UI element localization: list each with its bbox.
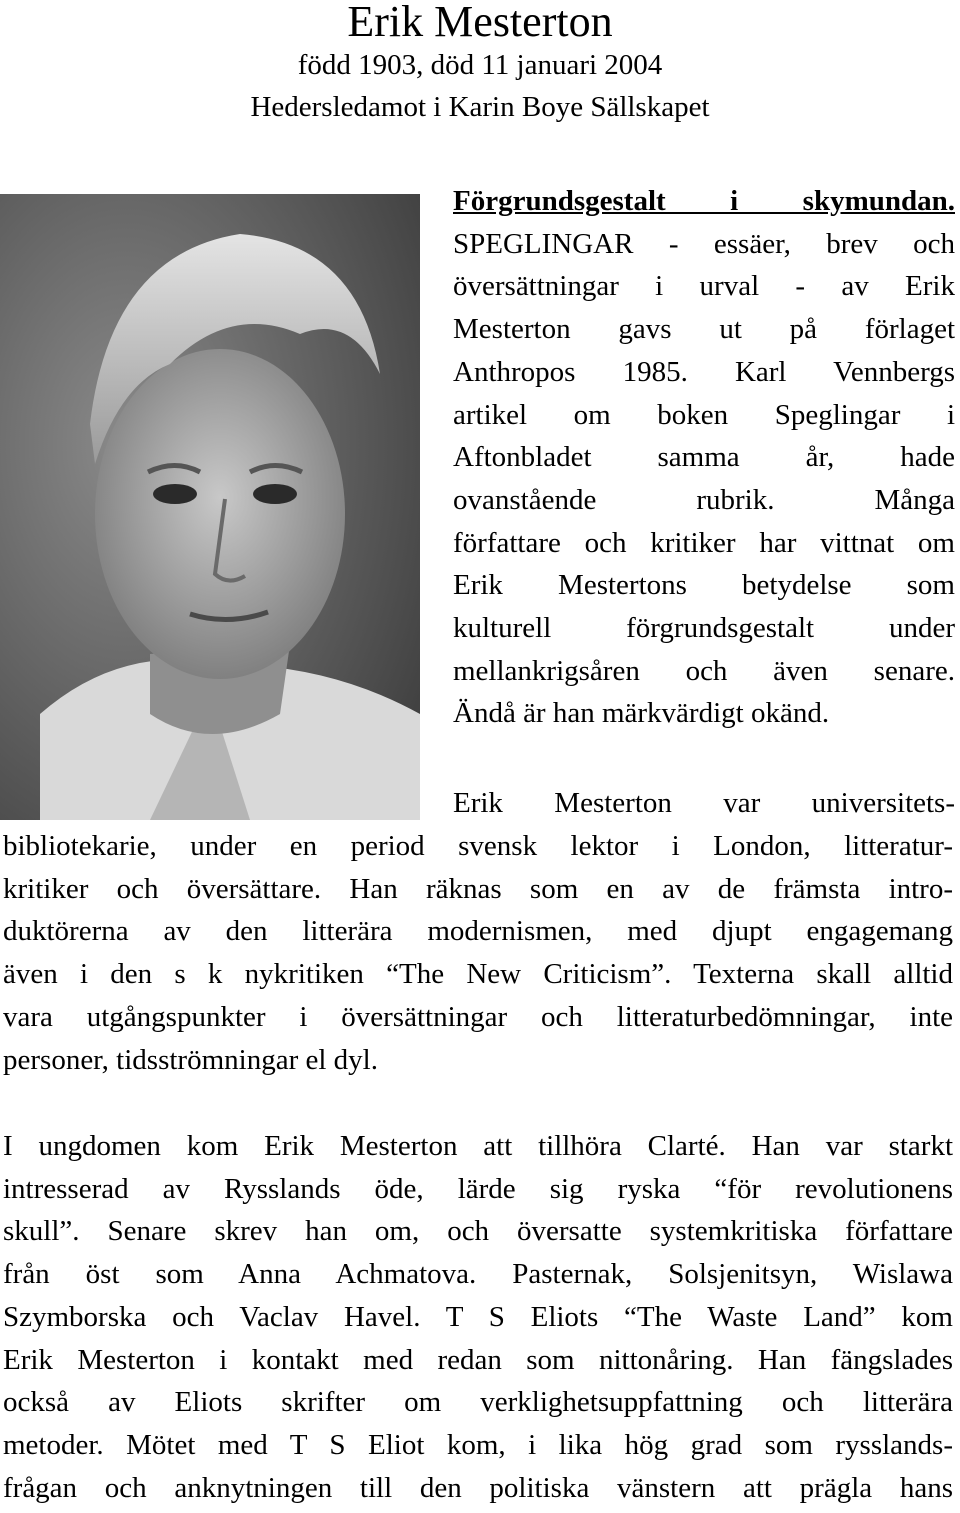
text-line: Mesterton gavs ut på förlaget	[453, 313, 955, 346]
text-line: SPEGLINGAR - essäer, brev och	[453, 227, 955, 260]
text-line: också av Eliots skrifter om verklighetsuppfattning och litterära	[3, 1386, 953, 1419]
paragraph-3	[3, 1125, 953, 1509]
text-line: bibliotekarie, under en period svensk lektor i London, litteratur-	[3, 830, 953, 862]
paragraph-2-start	[453, 782, 955, 825]
text-line: vara utgångspunkter i översättningar och litteraturbedömningar, inte	[3, 1000, 953, 1033]
text-line: ovanstående rubrik. Många	[453, 483, 955, 516]
text-line: duktörerna av den litterära modernismen, med djupt engagemang	[3, 915, 953, 948]
page-header	[0, 0, 960, 128]
text-line: personer, tidsströmningar el dyl.	[3, 1043, 378, 1076]
page-title: Erik Mesterton	[347, 0, 613, 46]
text-line: Erik Mesterton i kontakt med redan som nittonåring. Han fängslades	[3, 1343, 953, 1376]
text-line: författare och kritiker har vittnat om	[453, 526, 955, 559]
article-heading: Förgrundsgestalt i skymundan.	[453, 185, 955, 217]
text-line: kritiker och översättare. Han räknas som en av de främsta intro-	[3, 872, 953, 905]
text-line: översättningar i urval - av Erik	[453, 270, 955, 303]
text-line: mellankrigsåren och även senare.	[453, 654, 955, 687]
text-line: Anthropos 1985. Karl Vennbergs	[453, 355, 955, 388]
text-line: kulturell förgrundsgestalt under	[453, 612, 955, 645]
column-text	[453, 180, 955, 735]
text-line: Ändå är han märkvärdigt okänd.	[453, 697, 830, 730]
text-line: I ungdomen kom Erik Mesterton att tillhöra Clarté. Han var starkt	[3, 1130, 953, 1162]
text-line: artikel om boken Speglingar i	[453, 398, 955, 431]
text-line: skull”. Senare skrev han om, och översatte systemkritiska författare	[3, 1215, 953, 1248]
text-line: Erik Mestertons betydelse som	[453, 569, 955, 602]
text-line: Aftonbladet samma år, hade	[453, 441, 955, 474]
text-line: även i den s k nykritiken “The New Criticism”. Texterna skall alltid	[3, 958, 953, 991]
text-line: frågan och anknytningen till den politiska vänstern att prägla hans	[3, 1471, 953, 1504]
text-line: Erik Mesterton var universitets-	[453, 787, 955, 819]
paragraph-2	[3, 825, 953, 1081]
subtitle-dates: född 1903, död 11 januari 2004	[297, 49, 663, 81]
portrait-image	[0, 194, 420, 820]
subtitle-membership: Hedersledamot i Karin Boye Sällskapet	[250, 91, 710, 123]
text-line: metoder. Mötet med T S Eliot kom, i lika hög grad som rysslands-	[3, 1428, 953, 1461]
text-line: intresserad av Rysslands öde, lärde sig ryska “för revolutionens	[3, 1172, 953, 1205]
text-line: Szymborska och Vaclav Havel. T S Eliots “The Waste Land” kom	[3, 1300, 953, 1333]
portrait-photo	[0, 194, 420, 820]
text-line: från öst som Anna Achmatova. Pasternak, Solsjenitsyn, Wislawa	[3, 1258, 953, 1291]
